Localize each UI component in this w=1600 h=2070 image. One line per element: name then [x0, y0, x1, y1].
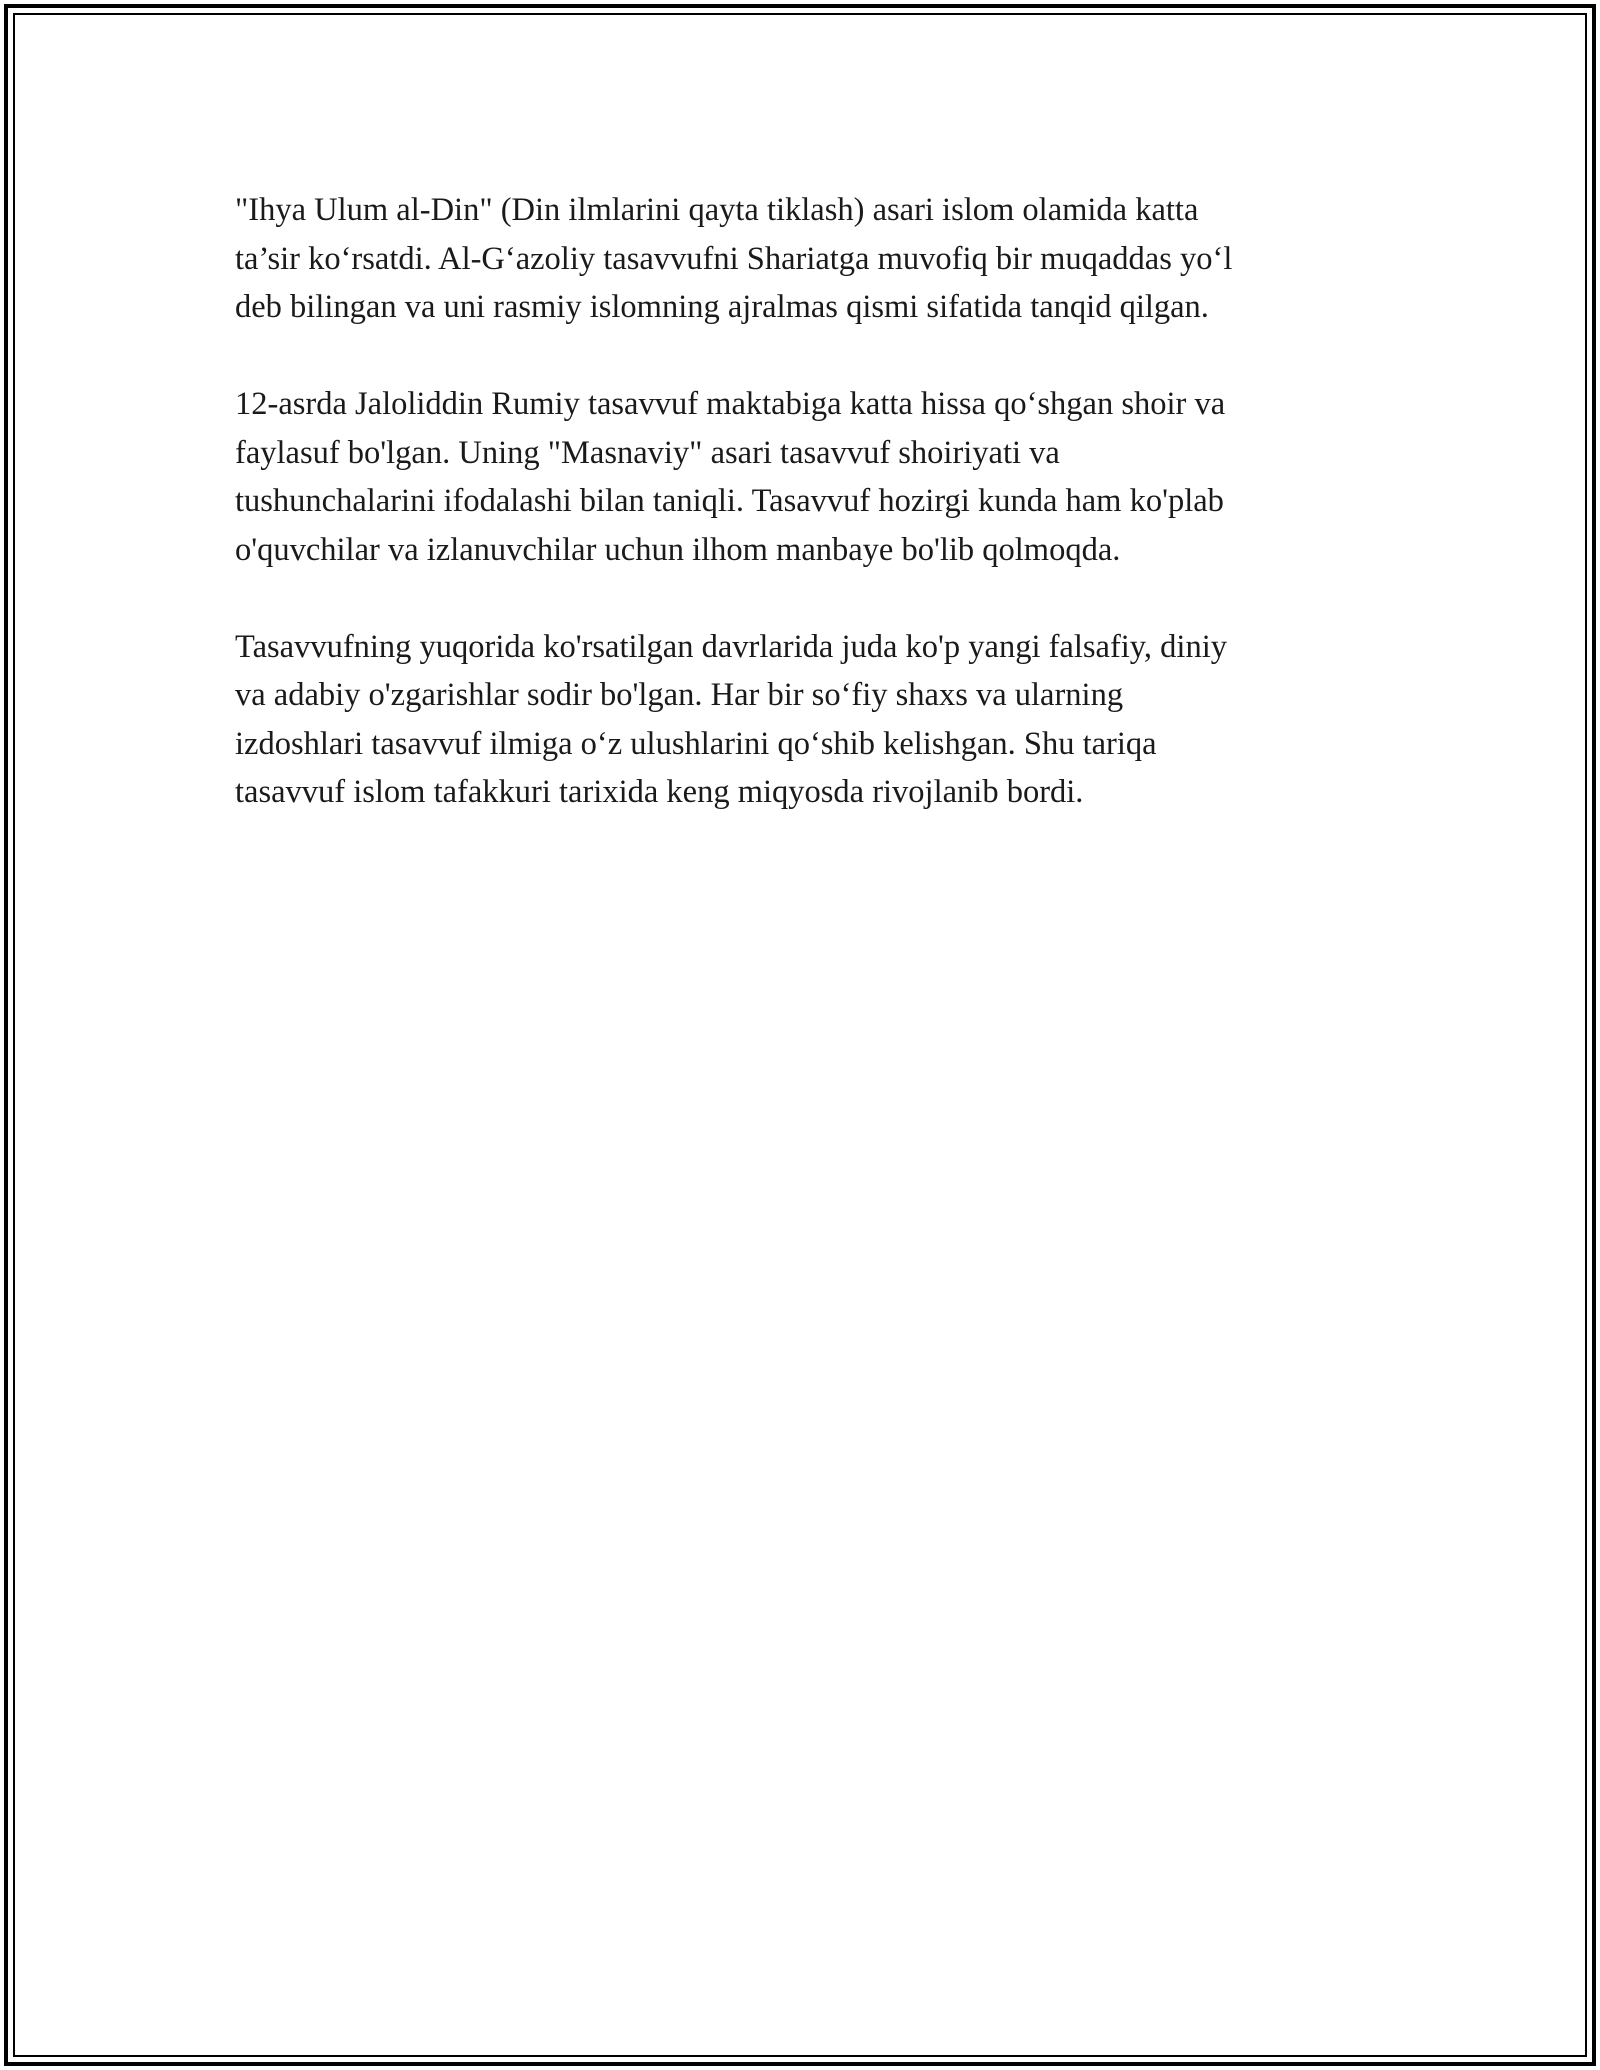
text-line: Tasavvufning yuqorida ko'rsatilgan davrlarida juda ko'p yangi falsafiy, diniy	[235, 628, 1227, 665]
text-line: va adabiy o'zgarishlar sodir bo'lgan. Har bir so‘fiy shaxs va ularning	[235, 677, 1124, 713]
paragraph-rumiy	[235, 380, 1385, 574]
text-line: tasavvuf islom tafakkuri tarixida keng miqyosda rivojlanib bordi.	[235, 774, 1084, 810]
paragraph-tasavvuf-davrlari	[235, 623, 1385, 817]
paragraph-ihya-ulum	[235, 186, 1385, 332]
text-line: 12-asrda Jaloliddin Rumiy tasavvuf maktabiga katta hissa qo‘shgan shoir va	[235, 386, 1226, 422]
text-line: faylasuf bo'lgan. Uning "Masnaviy" asari tasavvuf shoiriyati va	[235, 434, 1060, 471]
text-line: "Ihya Ulum al-Din" (Din ilmlarini qayta tiklash) asari islom olamida katta	[235, 192, 1199, 228]
text-line: izdoshlari tasavvuf ilmiga o‘z ulushlarini qo‘shib kelishgan. Shu tariqa	[235, 725, 1157, 762]
text-line: ta’sir ko‘rsatdi. Al-G‘azoliy tasavvufni Shariatga muvofiq bir muqaddas yo‘l	[235, 240, 1233, 277]
text-line: deb bilingan va uni rasmiy islomning ajralmas qismi sifatida tanqid qilgan.	[235, 289, 1209, 325]
document-body	[235, 186, 1385, 865]
text-line: o'quvchilar va izlanuvchilar uchun ilhom manbaye bo'lib qolmoqda.	[235, 531, 1121, 568]
text-line: tushunchalarini ifodalashi bilan taniqli. Tasavvuf hozirgi kunda ham ko'plab	[235, 483, 1224, 519]
